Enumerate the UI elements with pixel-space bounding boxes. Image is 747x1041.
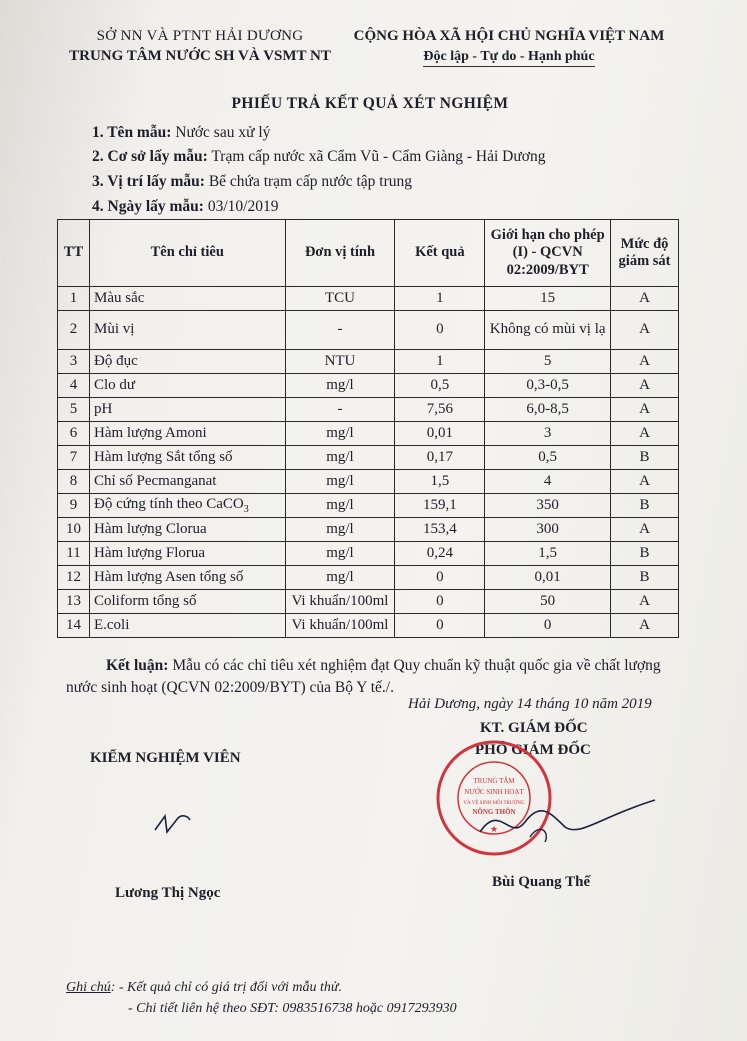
info-value: Bể chứa trạm cấp nước tập trung: [208, 173, 413, 190]
cell-name: Hàm lượng Sắt tổng số: [89, 446, 285, 470]
cell-unit: TCU: [285, 287, 395, 311]
table-row: [58, 542, 679, 566]
cell-limit: 0: [485, 614, 611, 638]
info-label: 4. Ngày lấy mẫu:: [92, 198, 204, 215]
cell-name: Clo dư: [89, 374, 285, 398]
table-row: [58, 311, 679, 350]
info-sampling-site: [92, 148, 545, 166]
info-sampling-date: [92, 198, 278, 216]
cell-tt: 2: [58, 311, 90, 350]
cell-result: 1: [395, 350, 485, 374]
table-row: [58, 470, 679, 494]
cell-level: B: [611, 446, 679, 470]
conclusion: [66, 655, 686, 698]
cell-result: 0: [395, 311, 485, 350]
cell-unit: mg/l: [285, 518, 395, 542]
cell-result: 153,4: [395, 518, 485, 542]
cell-tt: 14: [58, 614, 90, 638]
cell-tt: 12: [58, 566, 90, 590]
cell-limit: 0,3-0,5: [485, 374, 611, 398]
cell-tt: 4: [58, 374, 90, 398]
table-row: [58, 494, 679, 518]
cell-tt: 5: [58, 398, 90, 422]
col-header-name: Tên chỉ tiêu: [89, 220, 285, 287]
cell-unit: mg/l: [285, 470, 395, 494]
cell-result: 159,1: [395, 494, 485, 518]
info-sampling-location: [92, 173, 412, 191]
note-line-1: [66, 980, 342, 996]
table-row: [58, 566, 679, 590]
cell-level: A: [611, 614, 679, 638]
cell-level: A: [611, 422, 679, 446]
info-label: 1. Tên mẫu:: [92, 124, 172, 141]
cell-tt: 13: [58, 590, 90, 614]
cell-name: Mùi vị: [89, 311, 285, 350]
cell-tt: 9: [58, 494, 90, 518]
org-parent-name: SỞ NN VÀ PTNT HẢI DƯƠNG: [96, 28, 304, 44]
place-date: Hải Dương, ngày 14 tháng 10 năm 2019: [408, 696, 652, 712]
cell-result: 0: [395, 566, 485, 590]
cell-unit: NTU: [285, 350, 395, 374]
col-header-result: Kết quả: [395, 220, 485, 287]
note-label: Ghi chú: [66, 980, 111, 995]
table-header-row: [58, 220, 679, 287]
col-header-level: Mức độ giám sát: [611, 220, 679, 287]
cell-name: Hàm lượng Clorua: [89, 518, 285, 542]
cell-unit: Vi khuẩn/100ml: [285, 590, 395, 614]
stamp-line-1: TRUNG TÂM: [473, 777, 515, 785]
cell-tt: 3: [58, 350, 90, 374]
cell-limit: 4: [485, 470, 611, 494]
deputy-director-title: PHÓ GIÁM ĐỐC: [475, 742, 591, 758]
cell-name: E.coli: [89, 614, 285, 638]
director-title: KT. GIÁM ĐỐC: [480, 720, 588, 736]
cell-unit: mg/l: [285, 446, 395, 470]
cell-name: [89, 494, 285, 518]
org-name: TRUNG TÂM NƯỚC SH VÀ VSMT NT: [69, 48, 331, 64]
col-header-limit: Giới hạn cho phép (I) - QCVN 02:2009/BYT: [485, 220, 611, 287]
table-row: [58, 398, 679, 422]
table-row: [58, 422, 679, 446]
cell-name: Màu sắc: [89, 287, 285, 311]
cell-level: A: [611, 311, 679, 350]
cell-level: A: [611, 518, 679, 542]
director-name: Bùi Quang Thế: [492, 874, 591, 890]
cell-limit: 15: [485, 287, 611, 311]
cell-level: A: [611, 398, 679, 422]
cell-result: 1: [395, 287, 485, 311]
cell-name-subscript: 3: [243, 504, 249, 515]
conclusion-label: Kết luận:: [106, 657, 169, 674]
note-text-1: : - Kết quả chỉ có giá trị đối với mẫu thử.: [110, 980, 343, 995]
cell-unit: Vi khuẩn/100ml: [285, 614, 395, 638]
inspector-title: KIỂM NGHIỆM VIÊN: [90, 750, 241, 766]
cell-limit: 3: [485, 422, 611, 446]
table-row: [58, 518, 679, 542]
cell-limit: Không có mùi vị lạ: [485, 311, 611, 350]
cell-level: B: [611, 494, 679, 518]
cell-unit: mg/l: [285, 422, 395, 446]
inspector-name: Lương Thị Ngọc: [115, 885, 221, 901]
director-signature: [470, 792, 660, 852]
cell-level: A: [611, 287, 679, 311]
cell-tt: 1: [58, 287, 90, 311]
organization-header: [50, 28, 350, 65]
cell-name: Độ đục: [89, 350, 285, 374]
cell-tt: 7: [58, 446, 90, 470]
info-label: 2. Cơ sở lấy mẫu:: [92, 148, 208, 165]
table-row: [58, 614, 679, 638]
cell-result: 0,01: [395, 422, 485, 446]
cell-limit: 1,5: [485, 542, 611, 566]
cell-unit: -: [285, 398, 395, 422]
cell-result: 0,24: [395, 542, 485, 566]
results-table: [57, 219, 679, 638]
col-header-unit: Đơn vị tính: [285, 220, 395, 287]
cell-level: B: [611, 542, 679, 566]
cell-unit: mg/l: [285, 374, 395, 398]
info-value: 03/10/2019: [207, 198, 279, 215]
inspector-signature: [150, 808, 195, 838]
cell-level: A: [611, 350, 679, 374]
cell-tt: 8: [58, 470, 90, 494]
table-row: [58, 446, 679, 470]
cell-limit: 350: [485, 494, 611, 518]
cell-result: 0: [395, 614, 485, 638]
cell-result: 7,56: [395, 398, 485, 422]
cell-unit: mg/l: [285, 542, 395, 566]
cell-name: Chỉ số Pecmanganat: [89, 470, 285, 494]
cell-result: 0,5: [395, 374, 485, 398]
cell-name: pH: [89, 398, 285, 422]
document-title: PHIẾU TRẢ KẾT QUẢ XÉT NGHIỆM: [231, 95, 509, 112]
nation-name: CỘNG HÒA XÃ HỘI CHỦ NGHĨA VIỆT NAM: [353, 28, 665, 44]
cell-tt: 11: [58, 542, 90, 566]
cell-unit: mg/l: [285, 494, 395, 518]
cell-result: 0: [395, 590, 485, 614]
info-value: Nước sau xử lý: [175, 124, 271, 141]
stamp-line-2: NƯỚC SINH HOẠT: [464, 788, 524, 796]
cell-result: 0,17: [395, 446, 485, 470]
stamp-star-icon: ★: [489, 824, 499, 834]
cell-tt: 6: [58, 422, 90, 446]
cell-limit: 300: [485, 518, 611, 542]
cell-level: A: [611, 374, 679, 398]
stamp-line-4: NÔNG THÔN: [472, 808, 516, 816]
table-row: [58, 350, 679, 374]
table-row: [58, 590, 679, 614]
cell-unit: mg/l: [285, 566, 395, 590]
cell-limit: 50: [485, 590, 611, 614]
national-header: [340, 28, 678, 67]
cell-limit: 5: [485, 350, 611, 374]
cell-level: A: [611, 470, 679, 494]
info-label: 3. Vị trí lấy mẫu:: [92, 173, 205, 190]
conclusion-text: Mẫu có các chỉ tiêu xét nghiệm đạt Quy chuẩn kỹ thuật quốc gia về chất lượng nước sinh hoạt (QCVN 02:2009/BYT) của Bộ Y tế./.: [66, 657, 661, 696]
table-row: [58, 374, 679, 398]
cell-limit: 0,5: [485, 446, 611, 470]
table-row: [58, 287, 679, 311]
cell-name: Hàm lượng Asen tổng số: [89, 566, 285, 590]
cell-limit: 0,01: [485, 566, 611, 590]
note-line-2: [128, 1001, 457, 1017]
cell-name: Coliform tổng số: [89, 590, 285, 614]
cell-result: 1,5: [395, 470, 485, 494]
cell-name: Hàm lượng Amoni: [89, 422, 285, 446]
cell-unit: -: [285, 311, 395, 350]
stamp-line-3: VÀ VỆ SINH MÔI TRƯỜNG: [463, 801, 525, 806]
cell-name-text: Độ cứng tính theo CaCO: [93, 496, 244, 512]
cell-tt: 10: [58, 518, 90, 542]
cell-name: Hàm lượng Florua: [89, 542, 285, 566]
col-header-tt: TT: [58, 220, 90, 287]
cell-limit: 6,0-8,5: [485, 398, 611, 422]
national-motto: Độc lập - Tự do - Hạnh phúc: [423, 49, 594, 67]
note-text-2: - Chi tiết liên hệ theo SĐT: 0983516738 hoặc 0917293930: [128, 1001, 457, 1016]
info-value: Trạm cấp nước xã Cẩm Vũ - Cẩm Giàng - Hải Dương: [211, 148, 546, 165]
info-sample-name: [92, 124, 270, 142]
cell-level: A: [611, 590, 679, 614]
cell-level: B: [611, 566, 679, 590]
